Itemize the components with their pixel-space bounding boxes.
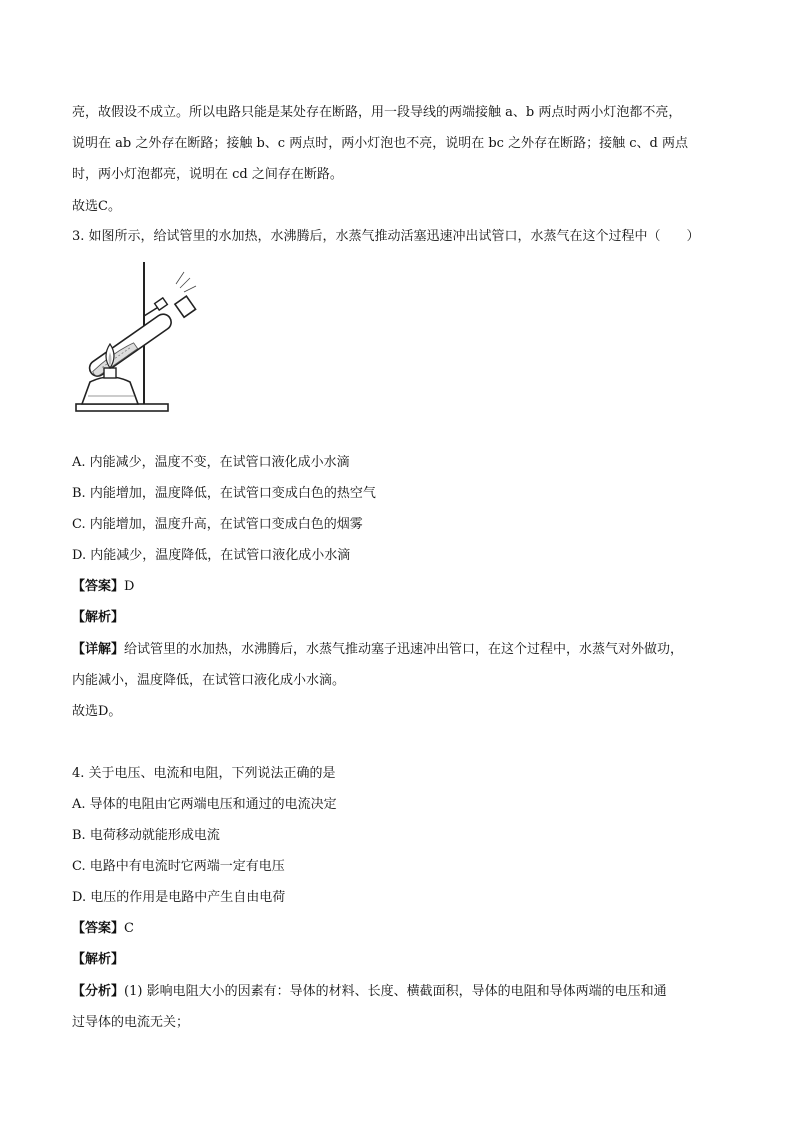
q4-fenxi-line-2: 过导体的电流无关； [72, 1015, 190, 1030]
q3-analysis-label: 【解析】 [72, 610, 125, 625]
q4-answer-tag: 【答案】 [72, 921, 125, 936]
q3-stem: 3. 如图所示，给试管里的水加热，水沸腾后，水蒸气推动活塞迅速冲出试管口，水蒸气在这个过程中（ ） [72, 229, 700, 244]
q2-conclusion: 故选C。 [72, 199, 121, 214]
q3-detail-tag: 【详解】 [72, 642, 125, 657]
continuation-line-1: 亮，故假设不成立。所以电路只能是某处存在断路，用一段导线的两端接触 a、b 两点时两小灯泡都不亮， [72, 105, 682, 120]
continuation-line-2: 说明在 ab 之外存在断路；接触 b、c 两点时，两小灯泡也不亮，说明在 bc 之外存在断路；接触 c、d 两点 [72, 136, 688, 151]
q4-option-c: C. 电路中有电流时它两端一定有电压 [72, 859, 285, 874]
test-tube-heating-figure [72, 254, 212, 416]
q4-answer [72, 919, 134, 939]
q3-answer [72, 577, 134, 597]
q4-fenxi-text-1: (1) 影响电阻大小的因素有：导体的材料、长度、横截面积，导体的电阻和导体两端的电压和通 [124, 984, 667, 999]
q3-answer-value: D [124, 579, 135, 594]
q3-option-d: D. 内能减少，温度降低，在试管口液化成小水滴 [72, 548, 351, 563]
q3-option-b: B. 内能增加，温度降低，在试管口变成白色的热空气 [72, 486, 376, 501]
q3-detail-text-1: 给试管里的水加热，水沸腾后，水蒸气推动塞子迅速冲出管口，在这个过程中，水蒸气对外做功， [124, 642, 684, 657]
q4-stem: 4. 关于电压、电流和电阻，下列说法正确的是 [72, 766, 336, 781]
q3-detail-line-1 [72, 640, 683, 660]
q4-answer-value: C [124, 921, 134, 936]
q3-option-a: A. 内能减少，温度不变，在试管口液化成小水滴 [72, 455, 350, 470]
q4-option-b: B. 电荷移动就能形成电流 [72, 828, 220, 843]
q3-answer-tag: 【答案】 [72, 579, 125, 594]
q3-option-c: C. 内能增加，温度升高，在试管口变成白色的烟雾 [72, 517, 363, 532]
q4-fenxi-line-1 [72, 982, 667, 1002]
q4-option-a: A. 导体的电阻由它两端电压和通过的电流决定 [72, 797, 337, 812]
q4-fenxi-tag: 【分析】 [72, 984, 125, 999]
q4-analysis-label: 【解析】 [72, 952, 125, 967]
q3-analysis-tag [72, 608, 124, 628]
q3-conclusion: 故选D。 [72, 704, 122, 719]
q3-detail-line-2: 内能减小，温度降低，在试管口液化成小水滴。 [72, 673, 346, 688]
q4-option-d: D. 电压的作用是电路中产生自由电荷 [72, 890, 286, 905]
q4-analysis-tag [72, 950, 124, 970]
continuation-line-3: 时，两小灯泡都亮，说明在 cd 之间存在断路。 [72, 167, 343, 182]
